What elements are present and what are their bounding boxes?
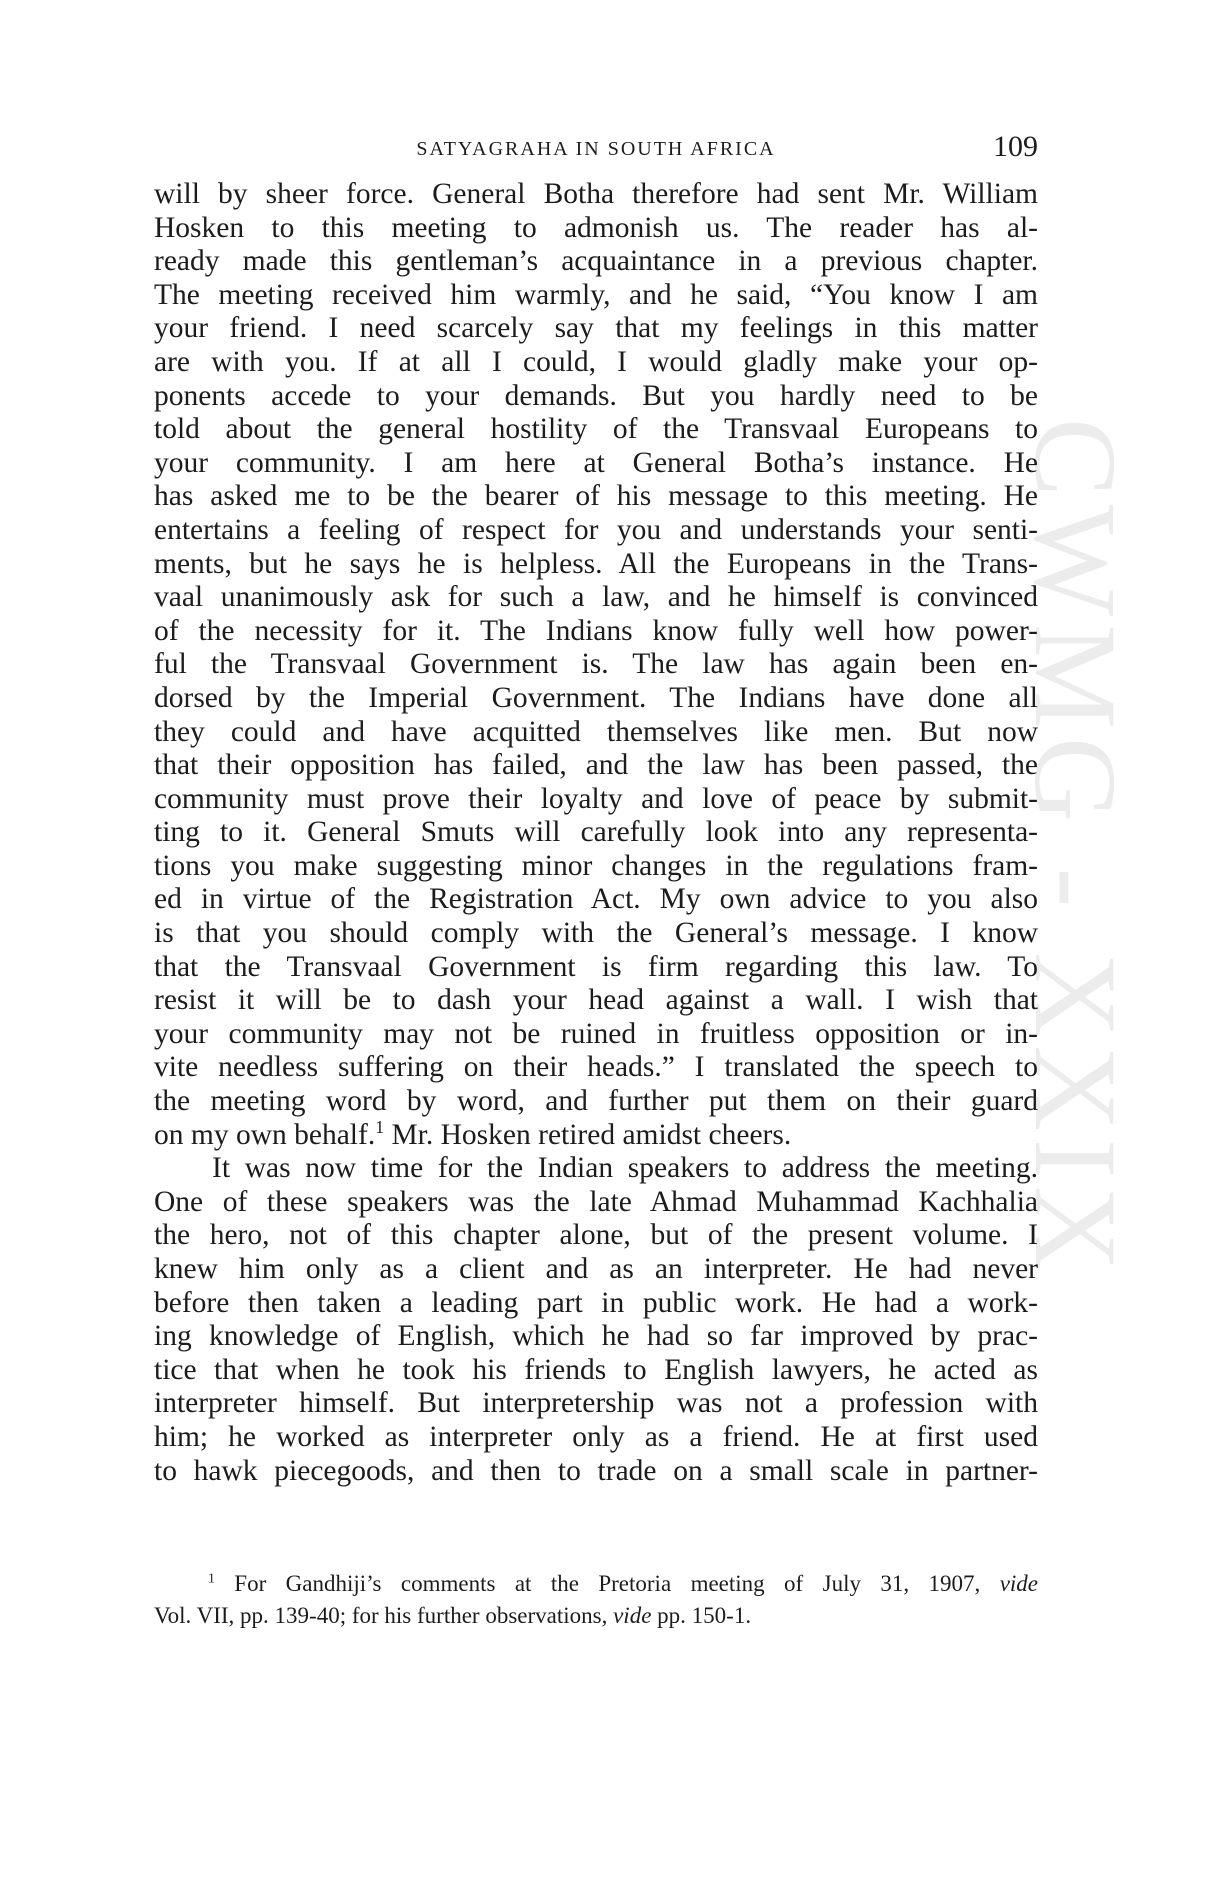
text-line: community must prove their loyalty and love of peace by submit- — [154, 782, 1038, 815]
text-line: dorsed by the Imperial Government. The Indians have done all — [154, 681, 1038, 714]
text-line: tions you make suggesting minor changes in the regulations fram- — [154, 849, 1038, 882]
text-line: knew him only as a client and as an interpreter. He had never — [154, 1253, 1038, 1285]
text-line: your community may not be ruined in fruitless opposition or in- — [154, 1017, 1038, 1050]
text-line: resist it will be to dash your head against a wall. I wish that — [154, 984, 1038, 1017]
text-line: ed in virtue of the Registration Act. My own advice to you also — [154, 883, 1038, 916]
text-line: will by sheer force. General Botha therefore had sent Mr. William — [154, 178, 1038, 210]
footnote-italic: vide — [999, 1571, 1038, 1596]
footnote-line — [154, 1600, 1038, 1632]
text-line: before then taken a leading part in public work. He had a work- — [154, 1286, 1038, 1319]
text-line: your community. I am here at General Botha’s instance. He — [154, 446, 1038, 479]
text-line: they could and have acquitted themselves like men. But now — [154, 715, 1038, 748]
text-line: ful the Transvaal Government is. The law has again been en- — [154, 648, 1038, 681]
text-line: Hosken to this meeting to admonish us. The reader has al- — [154, 211, 1038, 244]
text-line: is that you should comply with the General’s message. I know — [154, 917, 1038, 950]
page-number: 109 — [993, 130, 1038, 163]
footnote-text: For Gandhiji’s comments at the Pretoria meeting of July 31, 1907, — [214, 1571, 1000, 1596]
text-line: One of these speakers was the late Ahmad Muhammad Kachhalia — [154, 1185, 1038, 1218]
svg-text:CWMG - XXIX: CWMG - XXIX — [1010, 418, 1141, 1280]
text-line: ponents accede to your demands. But you hardly need to be — [154, 379, 1038, 412]
text-line: tice that when he took his friends to English lawyers, he acted as — [154, 1353, 1038, 1386]
footnote-text: Vol. VII, pp. 139-40; for his further observations, — [154, 1603, 614, 1628]
text-line: entertains a feeling of respect for you and understands your senti- — [154, 513, 1038, 546]
text-line: the meeting word by word, and further put them on their guard — [154, 1085, 1038, 1118]
text-line: has asked me to be the bearer of his message to this meeting. He — [154, 480, 1038, 513]
text-line: ments, but he says he is helpless. All the Europeans in the Trans- — [154, 547, 1038, 580]
text-line: your friend. I need scarcely say that my feelings in this matter — [154, 312, 1038, 345]
running-head: SATYAGRAHA IN SOUTH AFRICA — [416, 138, 776, 160]
text-line: ing knowledge of English, which he had so far improved by prac- — [154, 1320, 1038, 1353]
paragraph-1 — [154, 178, 1038, 1119]
paragraph-2 — [154, 1152, 1038, 1488]
text-line: him; he worked as interpreter only as a friend. He at first used — [154, 1420, 1038, 1453]
footnote-italic: vide — [613, 1603, 652, 1628]
text-fragment: Mr. Hosken retired amidst cheers. — [384, 1118, 792, 1151]
page-header — [154, 126, 1038, 170]
text-line: It was now time for the Indian speakers to address the meeting. — [212, 1152, 1038, 1185]
footnote-marker: 1 — [208, 1570, 215, 1586]
text-fragment: on my own behalf. — [154, 1118, 376, 1151]
footnote-text: pp. 150-1. — [651, 1603, 752, 1628]
text-line: are with you. If at all I could, I would gladly make your op- — [154, 345, 1038, 378]
body-text — [154, 178, 1038, 1488]
text-line: interpreter himself. But interpretership was not a profession with — [154, 1387, 1038, 1420]
footnote-reference: 1 — [375, 1116, 385, 1137]
text-line: vaal unanimously ask for such a law, and he himself is convinced — [154, 581, 1038, 614]
text-line: to hawk piecegoods, and then to trade on a small scale in partner- — [154, 1454, 1038, 1487]
text-line: that the Transvaal Government is firm regarding this law. To — [154, 950, 1038, 983]
text-line: that their opposition has failed, and the law has been passed, the — [154, 749, 1038, 782]
text-line: ting to it. General Smuts will carefully look into any representa- — [154, 816, 1038, 849]
text-line: of the necessity for it. The Indians know fully well how power- — [154, 614, 1038, 647]
text-line: the hero, not of this chapter alone, but of the present volume. I — [154, 1219, 1038, 1252]
text-line — [154, 1116, 1038, 1153]
text-line: The meeting received him warmly, and he said, “You know I am — [154, 278, 1038, 311]
footnotes — [154, 1568, 1038, 1632]
text-line: told about the general hostility of the Transvaal Europeans to — [154, 413, 1038, 446]
text-line: vite needless suffering on their heads.” I translated the speech to — [154, 1051, 1038, 1084]
footnote-line — [154, 1568, 1038, 1600]
text-line: ready made this gentleman’s acquaintance in a previous chapter. — [154, 245, 1038, 278]
